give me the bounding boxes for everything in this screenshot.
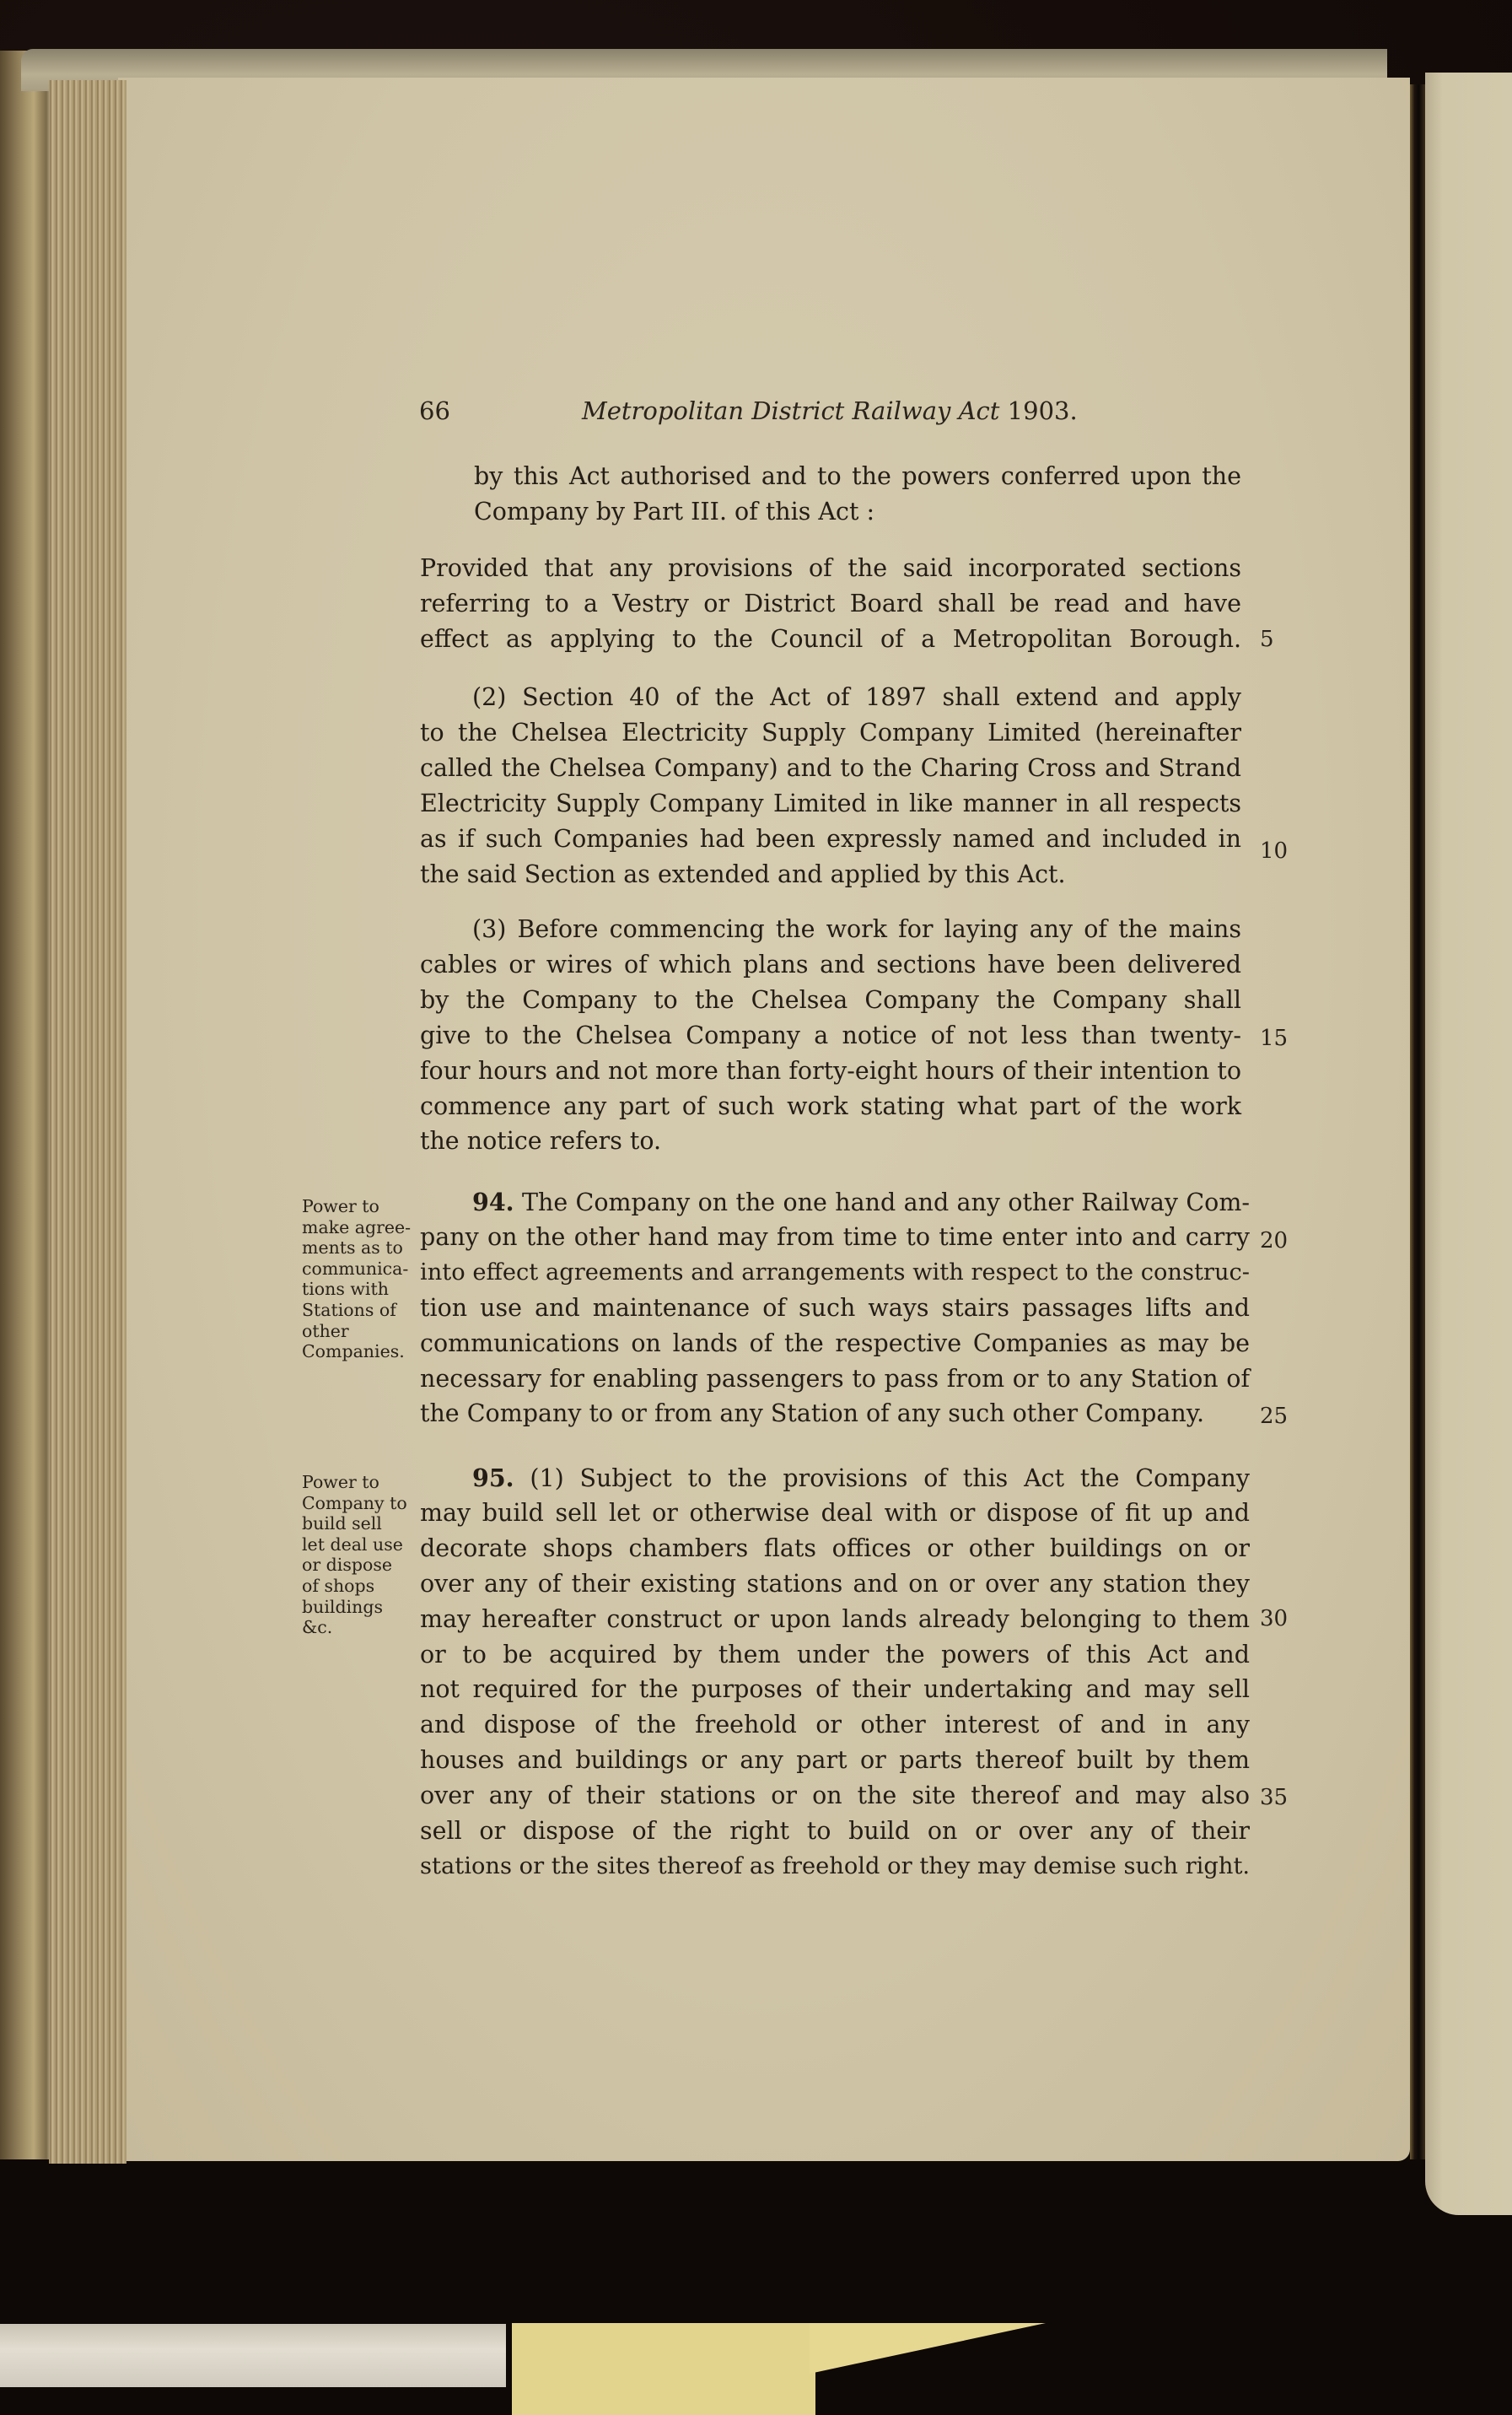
paragraph-line: decorate shops chambers flats offices or other buildings on or [420,1534,1250,1562]
paragraph-line: referring to a Vestry or District Board shall be read and have [420,589,1241,617]
marginal-note-line: ments as to [302,1237,403,1259]
marginal-note-line: Power to [302,1472,379,1492]
running-title-text: Metropolitan District Railway Act [582,396,1000,425]
paragraph-line: to the Chelsea Electricity Supply Company Limited (hereinafter [420,718,1241,747]
marginal-note-line: communica- [302,1258,409,1279]
margin-line-number: 15 [1260,1026,1289,1051]
paragraph-line: tion use and maintenance of such ways stairs passages lifts and [420,1293,1250,1322]
paragraph-line: sell or dispose of the right to build on or over any of their [420,1817,1250,1845]
paragraph-line: over any of their existing stations and on or over any station they [420,1569,1250,1598]
margin-line-number: 10 [1260,838,1289,864]
paragraph-line: as if such Companies had been expressly named and included in [420,824,1241,853]
paragraph-line: by this Act authorised and to the powers conferred upon the [474,462,1241,490]
paragraph-line: Provided that any provisions of the said incorporated sections [420,554,1241,582]
paragraph-line: may build sell let or otherwise deal with or dispose of fit up and [420,1498,1250,1527]
marginal-note-line: tions with [302,1279,389,1300]
margin-line-number: 25 [1260,1404,1289,1429]
marginal-note-line: Company to [302,1492,407,1513]
marginal-note-line: &c. [302,1617,333,1638]
paragraph-line: over any of their stations or on the site thereof and may also [420,1782,1250,1810]
marginal-note-line: buildings [302,1596,383,1617]
marginal-note-line: build sell [302,1513,382,1534]
paragraph-line: called the Chelsea Company) and to the Charing Cross and Strand [420,753,1241,782]
yellow-paper-tab [512,2323,815,2415]
paragraph-line: may hereafter construct or upon lands already belonging to them [420,1604,1250,1633]
facing-page [1425,73,1512,2215]
paragraph-line: stations or the sites thereof as freehold or they may demise such right. [420,1852,1251,1879]
paragraph-line: communications on lands of the respective Companies as may be [420,1329,1250,1357]
page-number: 66 [419,396,450,425]
marginal-note-line: or dispose [302,1555,392,1576]
paragraph-line: the Company to or from any Station of any such other Company. [420,1399,1205,1428]
paragraph-line: houses and buildings or any part or parts thereof built by them [420,1746,1250,1775]
paragraph-line: cables or wires of which plans and sections have been delivered [420,950,1241,978]
paragraph-line: the notice refers to. [420,1127,662,1156]
paragraph-line: (2) Section 40 of the Act of 1897 shall extend and apply [472,683,1241,711]
paragraph-line: pany on the other hand may from time to time enter into and carry [420,1222,1250,1251]
paragraph-line: not required for the purposes of their undertaking and may sell [420,1675,1250,1704]
paragraph-line: and dispose of the freehold or other interest of and in any [420,1711,1250,1739]
margin-line-number: 5 [1260,627,1274,652]
paragraph-line: effect as applying to the Council of a Metropolitan Borough. [420,624,1241,653]
marginal-note-line: Stations of [302,1300,396,1320]
marginal-note-line: let deal use [302,1534,403,1555]
section-94-first-line [472,1188,1250,1217]
page-gutter [1410,84,1425,2159]
paragraph-line: by the Company to the Chelsea Company the Company shall [420,985,1241,1014]
paragraph-line: (3) Before commencing the work for laying any of the mains [472,915,1241,943]
section-94-first-line-text: The Company on the one hand and any other Railway Com- [514,1189,1250,1216]
paragraph-line: or to be acquired by them under the powers of this Act and [420,1640,1250,1668]
paragraph-line: into effect agreements and arrangements with respect to the construc- [420,1259,1250,1286]
section-number: 95. [472,1464,514,1492]
marginal-note-line: other [302,1320,349,1341]
marginal-note-line: make agree- [302,1216,412,1237]
marginal-note-line: Companies. [302,1341,405,1362]
paragraph-line: Company by Part III. of this Act : [474,497,875,526]
paragraph-line: necessary for enabling passengers to pass from or to any Station of [420,1364,1250,1393]
paragraph-line: Electricity Supply Company Limited in like manner in all respects [420,789,1241,817]
underlying-paper-sheet [0,2324,506,2387]
margin-line-number: 35 [1260,1785,1289,1810]
paragraph-line: the said Section as extended and applied by this Act. [420,860,1066,888]
marginal-note-line: Power to [302,1196,379,1216]
paragraph-line: give to the Chelsea Company a notice of not less than twenty- [420,1021,1241,1049]
running-title [582,396,1078,425]
marginal-note-line: of shops [302,1576,375,1596]
section-95-first-line-text: (1) Subject to the provisions of this Act the Company [514,1464,1250,1492]
paragraph-line: commence any part of such work stating what part of the work [420,1092,1241,1120]
running-title-year: 1903. [1007,396,1078,425]
paragraph-line: four hours and not more than forty-eight hours of their intention to [420,1056,1241,1085]
margin-line-number: 30 [1260,1606,1289,1631]
section-number: 94. [472,1188,514,1216]
margin-line-number: 20 [1260,1228,1289,1253]
section-95-first-line [472,1464,1250,1493]
page-stack-edges [49,80,126,2164]
